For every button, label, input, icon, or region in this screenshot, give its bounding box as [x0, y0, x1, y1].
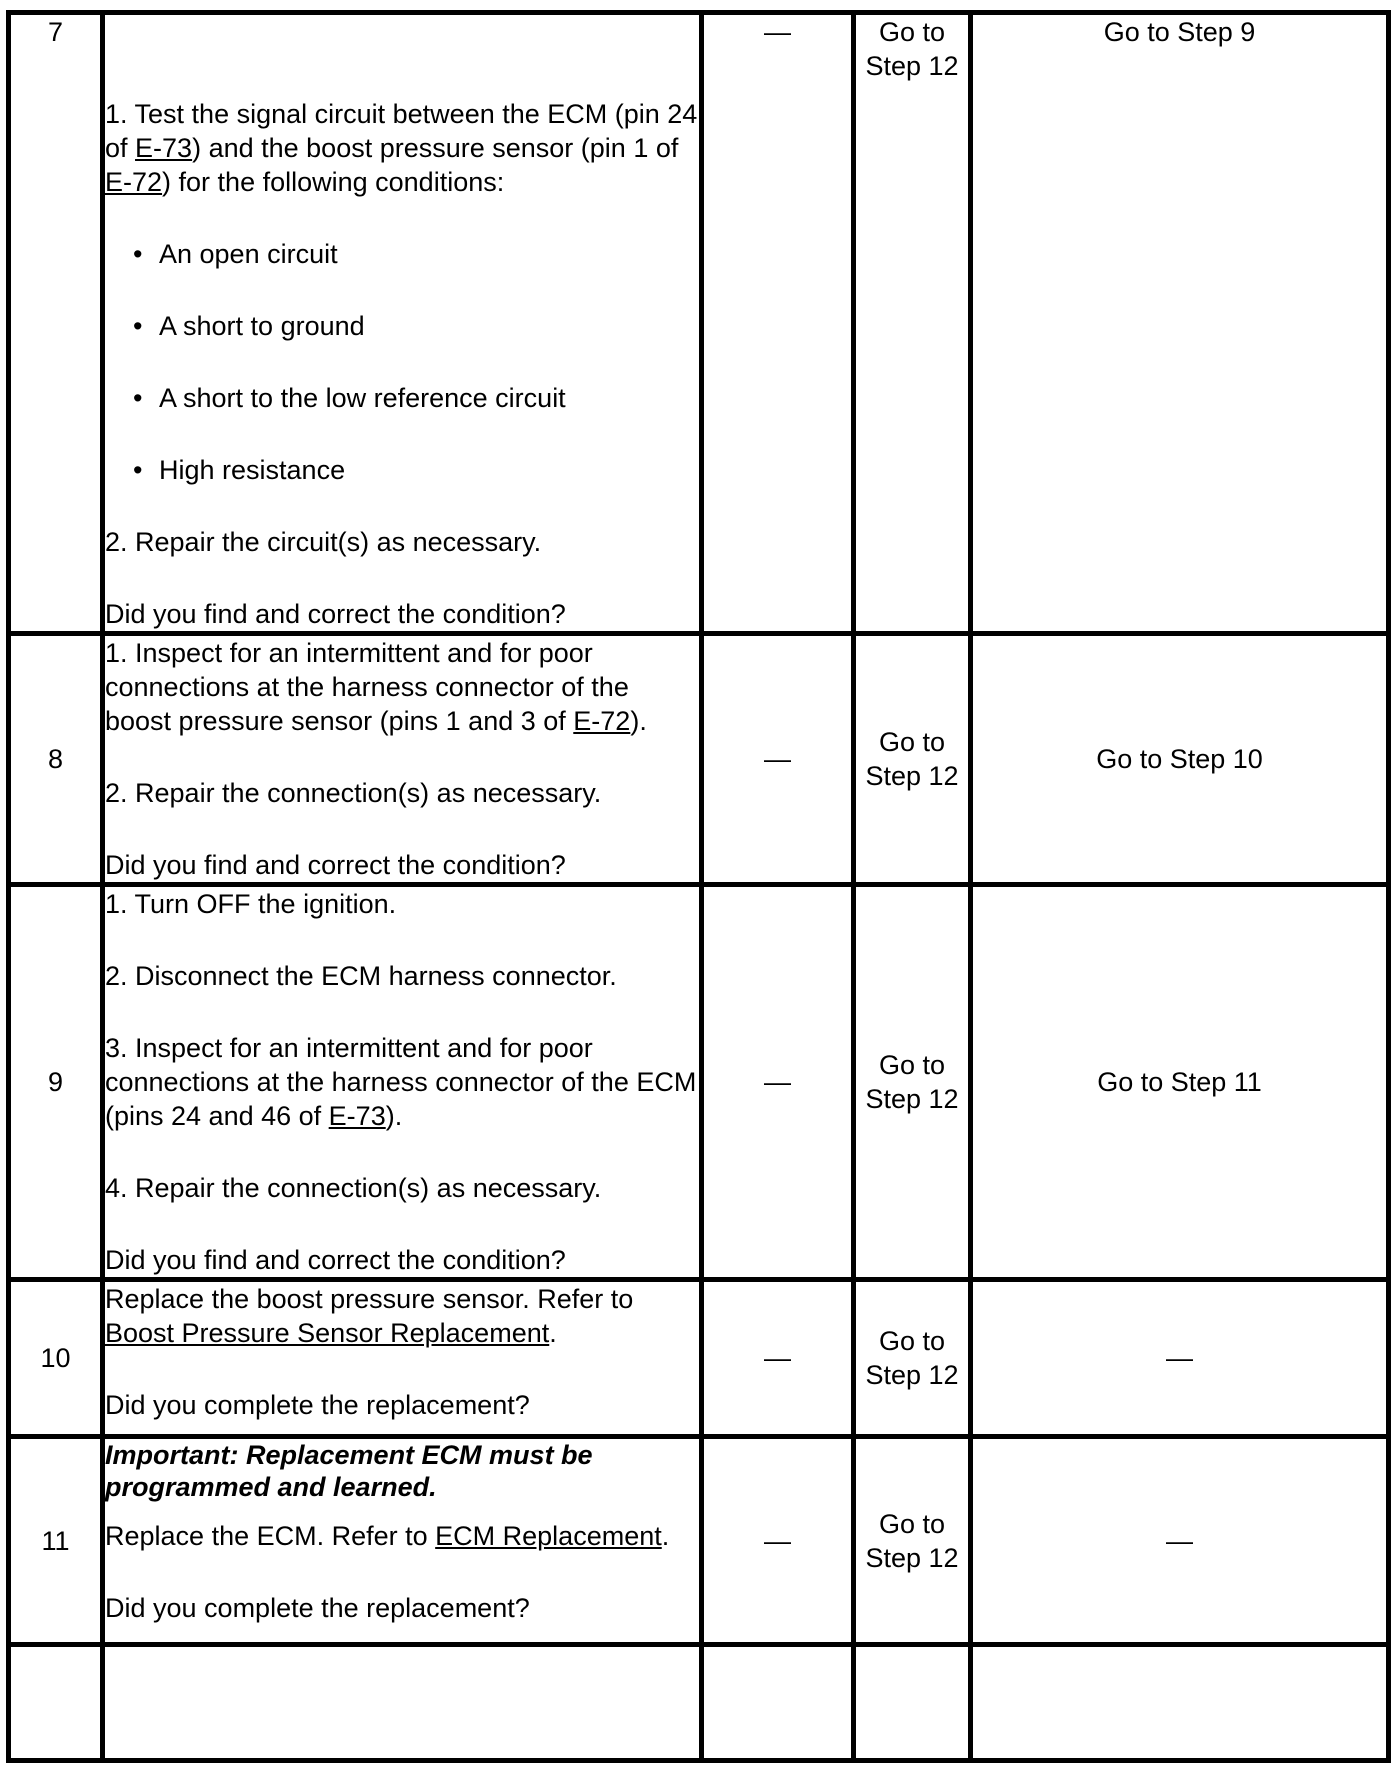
question-text: Did you find and correct the condition? — [105, 1245, 566, 1275]
yes-text: Go to — [878, 1326, 946, 1356]
action-text: 3. Inspect for an intermittent and for poor connections at the harness connector of the ECM (pins 24 and 46 of E-73). — [105, 1033, 697, 1131]
no-cell: Go to Step 9 — [971, 13, 1389, 634]
value-cell: — — [702, 1437, 854, 1645]
connector-link[interactable]: E-73 — [328, 1101, 386, 1131]
step-action — [103, 1437, 702, 1645]
yes-text: Step 12 — [865, 51, 959, 81]
yes-text: Step 12 — [865, 1084, 959, 1114]
empty-cell — [702, 1645, 854, 1761]
table-row — [9, 885, 1389, 1280]
condition-list — [105, 237, 699, 487]
action-text: Replace the boost pressure sensor. Refer to Boost Pressure Sensor Replacement. — [105, 1284, 634, 1348]
no-cell: Go to Step 10 — [971, 634, 1389, 885]
yes-cell — [854, 13, 971, 634]
question-text: Did you complete the replacement? — [105, 1593, 530, 1623]
action-text: 2. Disconnect the ECM harness connector. — [105, 961, 617, 991]
step-number: 9 — [9, 885, 103, 1280]
step-action — [103, 885, 702, 1280]
step-number: 10 — [9, 1280, 103, 1437]
repair-text: 4. Repair the connection(s) as necessary. — [105, 1173, 602, 1203]
no-cell: — — [971, 1280, 1389, 1437]
repair-text: 2. Repair the connection(s) as necessary. — [105, 778, 602, 808]
diagnostic-table — [6, 10, 1391, 1763]
table-row — [9, 634, 1389, 885]
yes-cell — [854, 634, 971, 885]
yes-text: Go to — [878, 727, 946, 757]
yes-cell — [854, 1280, 971, 1437]
table-row — [9, 13, 1389, 634]
procedure-link[interactable]: ECM Replacement — [435, 1521, 662, 1551]
empty-cell — [9, 1645, 103, 1761]
question-text: Did you find and correct the condition? — [105, 599, 566, 629]
step-action — [103, 1280, 702, 1437]
list-item: • A short to ground — [133, 309, 699, 343]
yes-text: Step 12 — [865, 761, 959, 791]
yes-text: Go to — [878, 1508, 946, 1539]
list-item: • High resistance — [133, 453, 699, 487]
value-cell: — — [702, 1280, 854, 1437]
yes-cell — [854, 885, 971, 1280]
connector-link[interactable]: E-72 — [573, 706, 631, 736]
value-cell: — — [702, 13, 854, 634]
action-text: 1. Inspect for an intermittent and for poor connections at the harness connector of the boost pressure sensor (pins 1 and 3 of E-72). — [105, 638, 647, 736]
yes-text: Go to — [878, 1050, 946, 1080]
empty-cell — [103, 1645, 702, 1761]
no-cell: — — [971, 1437, 1389, 1645]
no-cell: Go to Step 11 — [971, 885, 1389, 1280]
list-item: • A short to the low reference circuit — [133, 381, 699, 415]
action-text: Replace the ECM. Refer to ECM Replacement. — [105, 1521, 670, 1551]
question-text: Did you complete the replacement? — [105, 1390, 530, 1420]
repair-text: 2. Repair the circuit(s) as necessary. — [105, 527, 542, 557]
yes-text: Go to — [878, 17, 946, 47]
yes-text: Step 12 — [865, 1360, 959, 1390]
action-text: 1. Turn OFF the ignition. — [105, 889, 397, 919]
connector-link[interactable]: E-73 — [135, 133, 193, 163]
table-row — [9, 1645, 1389, 1761]
value-cell: — — [702, 885, 854, 1280]
step-action — [103, 634, 702, 885]
yes-text: Step 12 — [865, 1542, 959, 1573]
action-text: 1. Test the signal circuit between the ECM (pin 24 of E-73) and the boost pressure sensor (pin 1 of E-72) for the following conditions: — [105, 99, 698, 197]
procedure-link[interactable]: Boost Pressure Sensor Replacement — [105, 1318, 550, 1348]
connector-link[interactable]: E-72 — [105, 167, 163, 197]
step-number: 8 — [9, 634, 103, 885]
empty-cell — [854, 1645, 971, 1761]
list-item: • An open circuit — [133, 237, 699, 271]
table-row — [9, 1437, 1389, 1645]
important-note: Important: Replacement ECM must be programmed and learned. — [105, 1440, 593, 1502]
question-text: Did you find and correct the condition? — [105, 850, 566, 880]
empty-cell — [971, 1645, 1389, 1761]
yes-cell — [854, 1437, 971, 1645]
step-action — [103, 13, 702, 634]
step-number: 7 — [9, 13, 103, 634]
step-number: 11 — [9, 1437, 103, 1645]
table-row — [9, 1280, 1389, 1437]
value-cell: — — [702, 634, 854, 885]
